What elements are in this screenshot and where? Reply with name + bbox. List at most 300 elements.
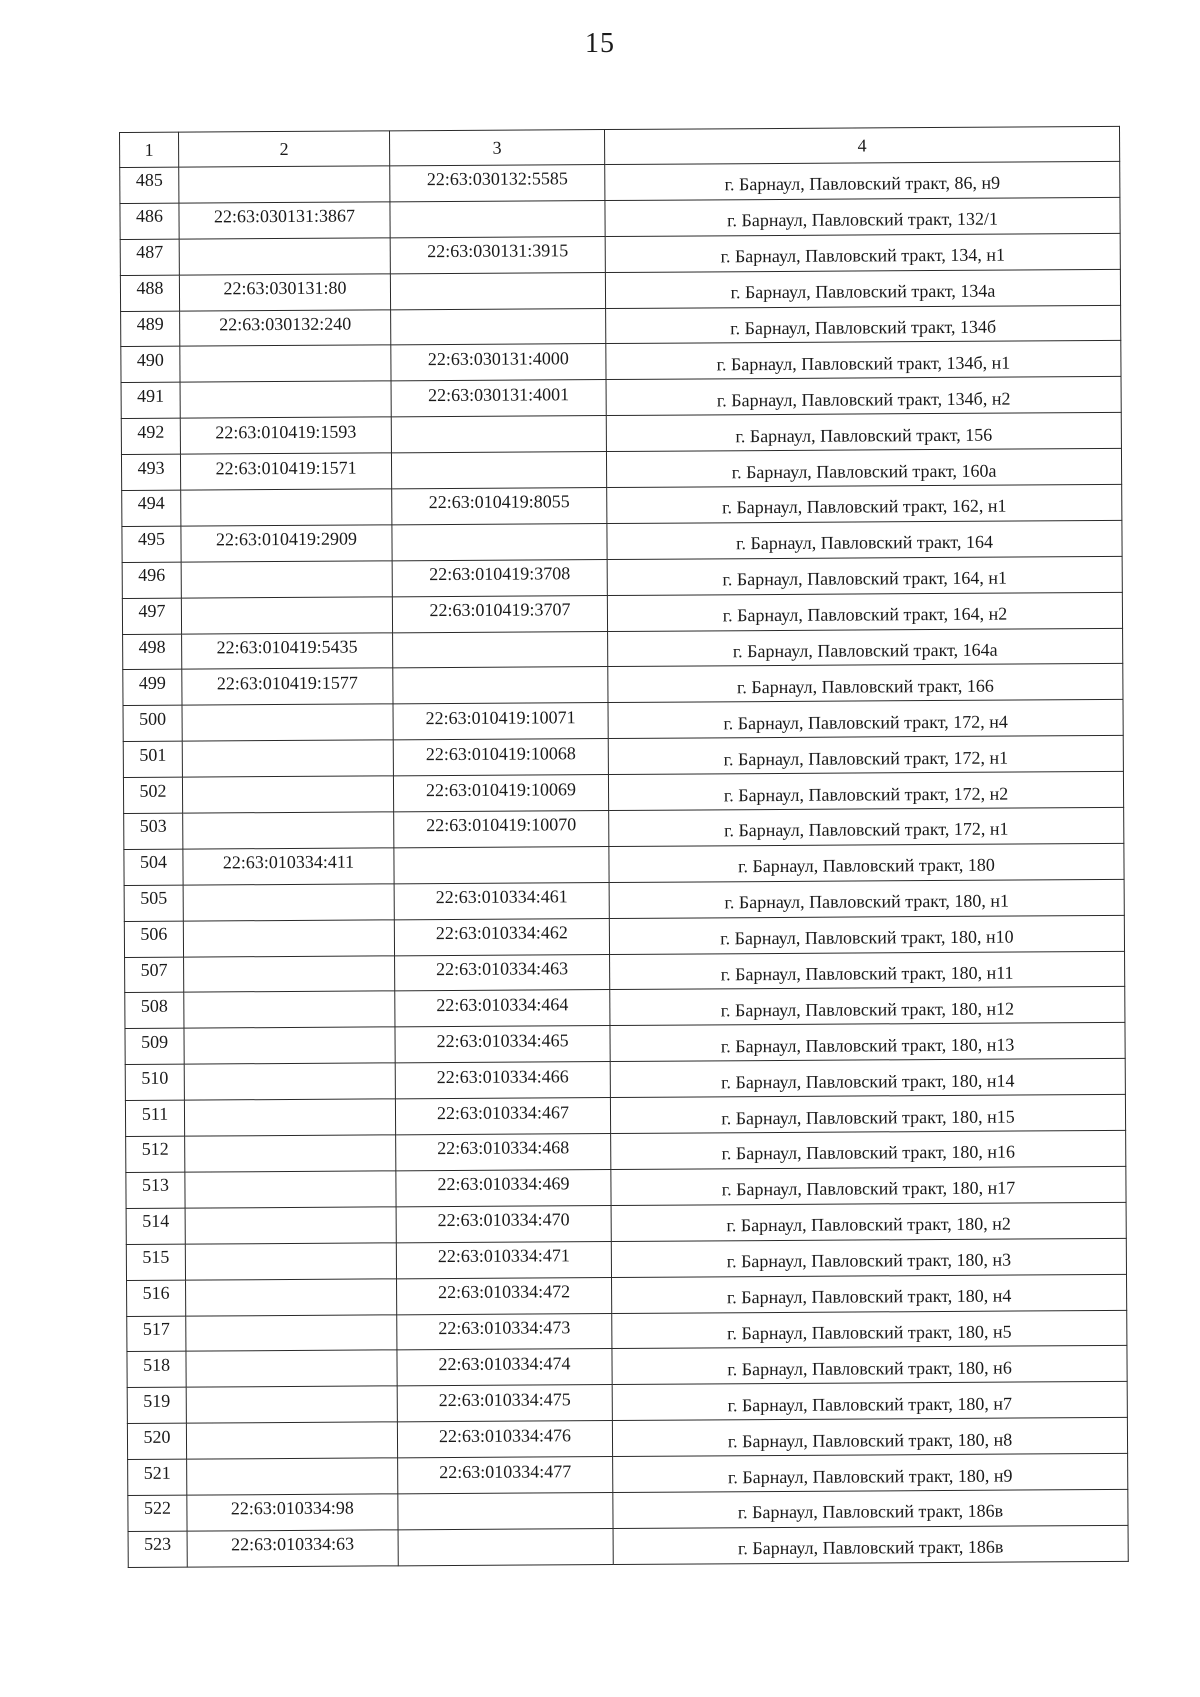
address-cell <box>611 1202 1126 1241</box>
cadastral-number-alt-cell <box>395 1062 610 1099</box>
row-number-cell <box>124 885 183 921</box>
row-number-text: 493 <box>137 457 165 478</box>
row-number-cell <box>124 849 183 885</box>
table-row <box>120 269 1120 311</box>
cadastral-number-alt-cell <box>394 811 609 848</box>
row-number-text: 499 <box>138 672 166 693</box>
table-row <box>126 1166 1126 1208</box>
table-row <box>128 1525 1128 1567</box>
address-cell <box>607 520 1122 559</box>
address-cell <box>609 879 1124 918</box>
table-row <box>122 592 1122 634</box>
table-body <box>120 161 1129 1567</box>
row-number-cell <box>127 1352 186 1388</box>
row-number-cell <box>128 1531 187 1567</box>
row-number-text: 520 <box>143 1426 171 1447</box>
address-cell <box>612 1382 1127 1421</box>
cadastral-number-cell <box>186 1422 397 1459</box>
row-number-cell <box>121 454 180 490</box>
address-cell <box>606 377 1121 416</box>
address-cell <box>610 987 1125 1026</box>
cadastral-number-text: 22:63:010334:98 <box>230 1497 354 1519</box>
address-text: г. Барнаул, Павловский тракт, 180, н5 <box>727 1321 1012 1344</box>
table-row <box>124 879 1124 921</box>
cadastral-number-alt-text: 22:63:010334:476 <box>438 1424 572 1446</box>
table-row <box>122 484 1122 526</box>
cadastral-number-text: 22:63:010334:63 <box>231 1533 355 1555</box>
row-number-cell <box>120 239 179 275</box>
row-number-text: 500 <box>139 708 167 729</box>
row-number-text: 488 <box>136 277 164 299</box>
cadastral-number-alt-text: 22:63:010419:8055 <box>428 491 570 513</box>
row-number-cell <box>122 490 181 526</box>
address-cell <box>609 915 1124 954</box>
cadastral-number-alt-cell <box>398 1492 613 1529</box>
cadastral-number-alt-cell <box>392 523 607 560</box>
cadastral-number-cell <box>181 525 392 562</box>
cadastral-number-cell <box>180 453 391 490</box>
address-text: г. Барнаул, Павловский тракт, 180, н13 <box>720 1034 1015 1057</box>
row-number-text: 510 <box>141 1067 169 1088</box>
cadastral-number-alt-text: 22:63:010419:10071 <box>425 707 576 728</box>
cadastral-number-text: 22:63:010419:1571 <box>215 457 357 478</box>
address-text: г. Барнаул, Павловский тракт, 162, н1 <box>722 496 1007 518</box>
cadastral-number-cell <box>184 991 395 1028</box>
address-text: г. Барнаул, Павловский тракт, 180 <box>738 855 995 877</box>
table-row <box>125 987 1125 1029</box>
address-text: г. Барнаул, Павловский тракт, 180, н1 <box>724 890 1009 913</box>
cadastral-number-alt-text: 22:63:010334:467 <box>436 1101 570 1123</box>
row-number-text: 509 <box>140 1031 169 1052</box>
cadastral-number-text: 22:63:010419:1577 <box>216 672 358 694</box>
cadastral-number-alt-text: 22:63:010419:3707 <box>429 599 571 621</box>
row-number-text: 516 <box>142 1282 170 1303</box>
header-col-3: 3 <box>389 130 604 166</box>
cadastral-number-alt-cell <box>390 165 605 202</box>
row-number-text: 514 <box>142 1210 170 1232</box>
row-number-cell <box>124 921 183 957</box>
row-number-cell <box>127 1387 186 1423</box>
row-number-cell <box>128 1459 187 1495</box>
address-text: г. Барнаул, Павловский тракт, 156 <box>735 424 993 446</box>
address-cell <box>610 951 1125 990</box>
address-text: г. Барнаул, Павловский тракт, 180, н6 <box>727 1357 1012 1380</box>
cadastral-number-alt-cell <box>390 200 605 237</box>
cadastral-number-alt-text: 22:63:010334:466 <box>436 1065 569 1087</box>
table-row <box>121 377 1121 419</box>
cadastral-number-cell <box>179 202 390 239</box>
table-row <box>122 520 1122 562</box>
address-cell <box>607 484 1122 523</box>
address-text: г. Барнаул, Павловский тракт, 172, н1 <box>724 819 1009 841</box>
page-number: 15 <box>585 28 615 59</box>
address-cell <box>606 413 1121 452</box>
row-number-cell <box>127 1280 186 1316</box>
cadastral-number-alt-text: 22:63:010419:10070 <box>426 814 577 836</box>
cadastral-number-alt-text: 22:63:010334:477 <box>439 1460 572 1482</box>
cadastral-number-alt-cell <box>397 1421 612 1458</box>
cadastral-number-alt-cell <box>393 667 608 704</box>
row-number-cell <box>122 598 181 634</box>
cadastral-number-alt-text: 22:63:010334:462 <box>435 922 568 944</box>
table-row <box>126 1202 1126 1244</box>
row-number-text: 494 <box>137 493 165 514</box>
row-number-cell <box>128 1495 187 1531</box>
row-number-cell <box>123 634 182 670</box>
row-number-cell <box>120 203 179 239</box>
cadastral-number-text: 22:63:030131:80 <box>223 277 347 299</box>
row-number-cell <box>127 1316 186 1352</box>
address-text: г. Барнаул, Павловский тракт, 134, н1 <box>720 244 1006 267</box>
cadastral-number-alt-text: 22:63:010334:463 <box>436 958 569 980</box>
cadastral-number-cell <box>180 309 391 346</box>
address-cell <box>608 700 1123 739</box>
cadastral-number-text: 22:63:030132:240 <box>219 313 352 335</box>
address-cell <box>610 1023 1125 1062</box>
cadastral-number-cell <box>182 704 393 741</box>
cadastral-number-alt-text: 22:63:030131:3915 <box>427 240 569 262</box>
cadastral-number-cell <box>180 381 391 418</box>
row-number-cell <box>125 1064 184 1100</box>
address-text: г. Барнаул, Павловский тракт, 134а <box>730 280 996 303</box>
table-row <box>123 628 1123 670</box>
table-row <box>121 341 1121 383</box>
address-cell <box>612 1274 1127 1313</box>
row-number-text: 522 <box>143 1498 171 1519</box>
row-number-text: 496 <box>138 564 166 586</box>
address-cell <box>609 807 1124 846</box>
cadastral-number-text: 22:63:010334:411 <box>222 851 355 873</box>
address-text: г. Барнаул, Павловский тракт, 180, н7 <box>727 1393 1013 1416</box>
cadastral-number-alt-text: 22:63:010334:464 <box>436 994 569 1015</box>
cadastral-number-alt-cell <box>398 1528 613 1565</box>
address-cell <box>608 664 1123 703</box>
address-text: г. Барнаул, Павловский тракт, 186в <box>737 1501 1004 1523</box>
table-row <box>123 700 1123 742</box>
address-text: г. Барнаул, Павловский тракт, 132/1 <box>727 208 999 231</box>
cadastral-number-alt-cell <box>394 882 609 919</box>
row-number-text: 518 <box>142 1354 171 1375</box>
cadastral-number-cell <box>185 1243 396 1280</box>
cadastral-number-alt-cell <box>391 380 606 417</box>
cadastral-number-alt-cell <box>397 1385 612 1422</box>
row-number-text: 513 <box>141 1175 169 1196</box>
address-text: г. Барнаул, Павловский тракт, 180, н16 <box>721 1142 1016 1164</box>
cadastral-number-alt-cell <box>392 488 607 525</box>
cadastral-number-cell <box>181 561 392 598</box>
address-text: г. Барнаул, Павловский тракт, 164, н2 <box>722 603 1008 626</box>
row-number-text: 492 <box>137 421 165 442</box>
cadastral-number-alt-cell <box>395 1098 610 1135</box>
address-cell <box>611 1166 1126 1205</box>
row-number-text: 490 <box>136 349 164 370</box>
row-number-cell <box>123 670 182 706</box>
cadastral-number-alt-text: 22:63:010334:470 <box>437 1209 570 1231</box>
cadastral-number-alt-cell <box>394 846 609 883</box>
table-row <box>125 1023 1125 1065</box>
row-number-cell <box>125 957 184 993</box>
table-row <box>127 1274 1127 1316</box>
address-cell <box>608 772 1123 811</box>
cadastral-number-cell <box>185 1135 396 1172</box>
address-cell <box>611 1130 1126 1169</box>
row-number-text: 521 <box>143 1462 171 1483</box>
row-number-cell <box>121 347 180 383</box>
row-number-cell <box>120 167 179 203</box>
table-row <box>125 951 1125 993</box>
address-cell <box>607 556 1122 595</box>
address-cell <box>606 305 1121 344</box>
cadastral-number-cell <box>182 776 393 813</box>
address-cell <box>613 1453 1128 1492</box>
table-row <box>127 1382 1127 1424</box>
cadastral-number-text: 22:63:010419:5435 <box>216 636 358 658</box>
cadastral-number-alt-cell <box>390 236 605 273</box>
address-text: г. Барнаул, Павловский тракт, 166 <box>736 675 994 698</box>
cadastral-number-alt-cell <box>393 631 608 668</box>
cadastral-number-alt-cell <box>395 990 610 1027</box>
cadastral-number-alt-cell <box>393 703 608 740</box>
row-number-text: 512 <box>141 1139 169 1160</box>
address-cell <box>609 843 1124 882</box>
cadastral-number-alt-text: 22:63:030131:4000 <box>427 348 569 370</box>
table-row <box>120 233 1120 275</box>
table-row <box>124 843 1124 885</box>
cadastral-number-cell <box>187 1530 398 1567</box>
row-number-cell <box>126 1172 185 1208</box>
row-number-text: 504 <box>139 852 168 873</box>
row-number-cell <box>126 1208 185 1244</box>
table-row <box>123 772 1123 814</box>
address-cell <box>605 233 1120 272</box>
cadastral-number-alt-cell <box>391 416 606 453</box>
cadastral-number-alt-text: 22:63:010334:468 <box>437 1137 570 1159</box>
address-cell <box>607 592 1122 631</box>
address-text: г. Барнаул, Павловский тракт, 180, н4 <box>726 1285 1012 1308</box>
address-cell <box>610 1095 1125 1134</box>
row-number-text: 491 <box>137 385 165 406</box>
address-text: г. Барнаул, Павловский тракт, 86, н9 <box>724 173 1001 195</box>
cadastral-number-text: 22:63:010419:2909 <box>215 528 358 550</box>
cadastral-number-alt-cell <box>395 1026 610 1063</box>
address-cell <box>608 736 1123 775</box>
cadastral-number-alt-text: 22:63:010334:473 <box>438 1317 571 1339</box>
cadastral-number-alt-cell <box>390 272 605 309</box>
table-row <box>128 1453 1128 1495</box>
row-number-text: 519 <box>143 1390 171 1411</box>
header-col-1: 1 <box>120 132 179 167</box>
cadastral-number-cell <box>180 417 391 454</box>
cadastral-number-alt-text: 22:63:030131:4001 <box>428 384 570 405</box>
row-number-text: 515 <box>142 1246 170 1268</box>
cadastral-number-cell <box>184 1099 395 1136</box>
cadastral-number-alt-cell <box>397 1277 612 1314</box>
address-text: г. Барнаул, Павловский тракт, 134б, н2 <box>716 388 1011 411</box>
address-text: г. Барнаул, Павловский тракт, 180, н9 <box>727 1465 1013 1487</box>
row-number-text: 507 <box>140 959 168 980</box>
table-row <box>120 161 1120 203</box>
cadastral-number-alt-cell <box>392 595 607 632</box>
table-row <box>121 449 1121 491</box>
cadastral-number-cell <box>183 812 394 849</box>
address-text: г. Барнаул, Павловский тракт, 134б, н1 <box>716 352 1011 375</box>
row-number-text: 511 <box>141 1103 169 1124</box>
table-row <box>123 664 1123 706</box>
table-row <box>125 1059 1125 1101</box>
address-cell <box>611 1238 1126 1277</box>
row-number-cell <box>121 418 180 454</box>
cadastral-number-alt-text: 22:63:010334:471 <box>437 1245 570 1267</box>
address-cell <box>613 1489 1128 1528</box>
row-number-text: 508 <box>140 995 168 1016</box>
row-number-cell <box>125 1028 184 1064</box>
row-number-cell <box>127 1423 186 1459</box>
cadastral-number-cell <box>181 489 392 526</box>
table-row <box>128 1489 1128 1531</box>
row-number-cell <box>120 275 179 311</box>
address-text: г. Барнаул, Павловский тракт, 172, н1 <box>723 747 1009 770</box>
row-number-cell <box>123 705 182 741</box>
table-row <box>126 1238 1126 1280</box>
address-cell <box>612 1346 1127 1385</box>
table-row <box>121 413 1121 455</box>
cadastral-number-cell <box>186 1314 397 1351</box>
row-number-text: 487 <box>136 241 164 263</box>
address-text: г. Барнаул, Павловский тракт, 172, н2 <box>723 783 1009 805</box>
row-number-text: 489 <box>136 313 164 334</box>
cadastral-number-cell <box>179 166 390 203</box>
row-number-cell <box>126 1136 185 1172</box>
row-number-text: 503 <box>139 816 167 837</box>
cadastral-number-alt-text: 22:63:010419:10069 <box>425 778 577 800</box>
table-row <box>127 1346 1127 1388</box>
address-text: г. Барнаул, Павловский тракт, 186в <box>737 1536 1004 1559</box>
row-number-text: 498 <box>138 636 166 657</box>
cadastral-number-cell <box>182 740 393 777</box>
cadastral-number-alt-text: 22:63:010334:465 <box>436 1030 569 1051</box>
cadastral-number-alt-text: 22:63:010334:472 <box>438 1281 571 1303</box>
cadastral-number-cell <box>186 1278 397 1315</box>
row-number-text: 523 <box>144 1533 172 1555</box>
cadastral-number-text: 22:63:030131:3867 <box>213 205 356 227</box>
cadastral-number-cell <box>179 274 390 311</box>
address-text: г. Барнаул, Павловский тракт, 164а <box>732 639 998 662</box>
table-row <box>124 915 1124 957</box>
address-cell <box>610 1059 1125 1098</box>
cadastral-number-cell <box>184 1063 395 1100</box>
table-row <box>127 1310 1127 1352</box>
address-cell <box>605 197 1120 236</box>
cadastral-number-alt-cell <box>396 1134 611 1171</box>
cadastral-number-alt-cell <box>391 308 606 345</box>
table-row <box>123 736 1123 778</box>
table-row <box>126 1130 1126 1172</box>
cadastral-number-alt-cell <box>391 344 606 381</box>
address-text: г. Барнаул, Павловский тракт, 164 <box>736 532 993 554</box>
address-text: г. Барнаул, Павловский тракт, 180, н14 <box>721 1070 1015 1093</box>
row-number-cell <box>125 1100 184 1136</box>
cadastral-number-alt-cell <box>392 559 607 596</box>
cadastral-number-alt-cell <box>396 1241 611 1278</box>
table-row <box>122 556 1122 598</box>
row-number-cell <box>122 526 181 562</box>
row-number-cell <box>121 311 180 347</box>
cadastral-table <box>119 126 1129 1568</box>
row-number-cell <box>123 777 182 813</box>
address-text: г. Барнаул, Павловский тракт, 180, н3 <box>726 1249 1012 1272</box>
cadastral-number-cell <box>186 1350 397 1387</box>
address-cell <box>605 161 1120 200</box>
cadastral-number-cell <box>184 955 395 992</box>
address-cell <box>613 1525 1128 1564</box>
row-number-cell <box>125 993 184 1029</box>
cadastral-number-alt-text: 22:63:010334:461 <box>435 886 568 908</box>
cadastral-number-cell <box>186 1386 397 1423</box>
row-number-cell <box>121 382 180 418</box>
address-text: г. Барнаул, Павловский тракт, 172, н4 <box>723 711 1008 734</box>
cadastral-number-cell <box>183 920 394 957</box>
cadastral-number-cell <box>179 238 390 275</box>
cadastral-number-cell <box>182 668 393 705</box>
table-row <box>120 197 1120 239</box>
cadastral-number-cell <box>185 1171 396 1208</box>
row-number-cell <box>122 562 181 598</box>
address-cell <box>612 1310 1127 1349</box>
table-row <box>125 1095 1125 1137</box>
address-text: г. Барнаул, Павловский тракт, 180, н2 <box>726 1213 1011 1236</box>
cadastral-number-text: 22:63:010419:1593 <box>215 421 357 443</box>
cadastral-number-alt-cell <box>396 1169 611 1206</box>
cadastral-number-alt-text: 22:63:010419:3708 <box>429 563 571 585</box>
cadastral-number-alt-text: 22:63:010419:10068 <box>425 742 576 764</box>
cadastral-number-alt-cell <box>393 739 608 776</box>
table-row <box>121 305 1121 347</box>
row-number-text: 486 <box>135 206 164 227</box>
cadastral-number-cell <box>185 1207 396 1244</box>
row-number-text: 495 <box>137 529 166 550</box>
cadastral-number-cell <box>181 597 392 634</box>
row-number-text: 485 <box>135 170 163 191</box>
cadastral-number-alt-text: 22:63:010334:474 <box>438 1353 571 1374</box>
header-col-4: 4 <box>604 126 1119 164</box>
row-number-text: 497 <box>138 600 166 622</box>
header-col-2: 2 <box>179 131 390 167</box>
address-cell <box>612 1418 1127 1457</box>
table-row <box>127 1418 1127 1460</box>
cadastral-number-cell <box>184 1027 395 1064</box>
address-cell <box>606 449 1121 488</box>
address-text: г. Барнаул, Павловский тракт, 180, н17 <box>721 1177 1016 1200</box>
row-number-text: 505 <box>140 887 168 909</box>
address-text: г. Барнаул, Павловский тракт, 180, н15 <box>721 1106 1015 1128</box>
address-text: г. Барнаул, Павловский тракт, 180, н8 <box>727 1429 1013 1451</box>
cadastral-number-cell <box>183 848 394 885</box>
cadastral-number-alt-cell <box>397 1313 612 1350</box>
cadastral-number-alt-text: 22:63:010334:475 <box>438 1388 571 1410</box>
row-number-cell <box>123 741 182 777</box>
cadastral-number-alt-cell <box>396 1205 611 1242</box>
cadastral-number-alt-cell <box>391 452 606 489</box>
cadastral-number-alt-cell <box>395 954 610 991</box>
row-number-text: 501 <box>139 744 167 765</box>
cadastral-number-cell <box>187 1458 398 1495</box>
cadastral-number-alt-text: 22:63:030132:5585 <box>426 168 568 190</box>
cadastral-number-alt-cell <box>394 918 609 955</box>
address-cell <box>605 269 1120 308</box>
address-text: г. Барнаул, Павловский тракт, 180, н11 <box>720 962 1014 985</box>
address-text: г. Барнаул, Павловский тракт, 180, н12 <box>720 998 1015 1021</box>
address-cell <box>606 341 1121 380</box>
